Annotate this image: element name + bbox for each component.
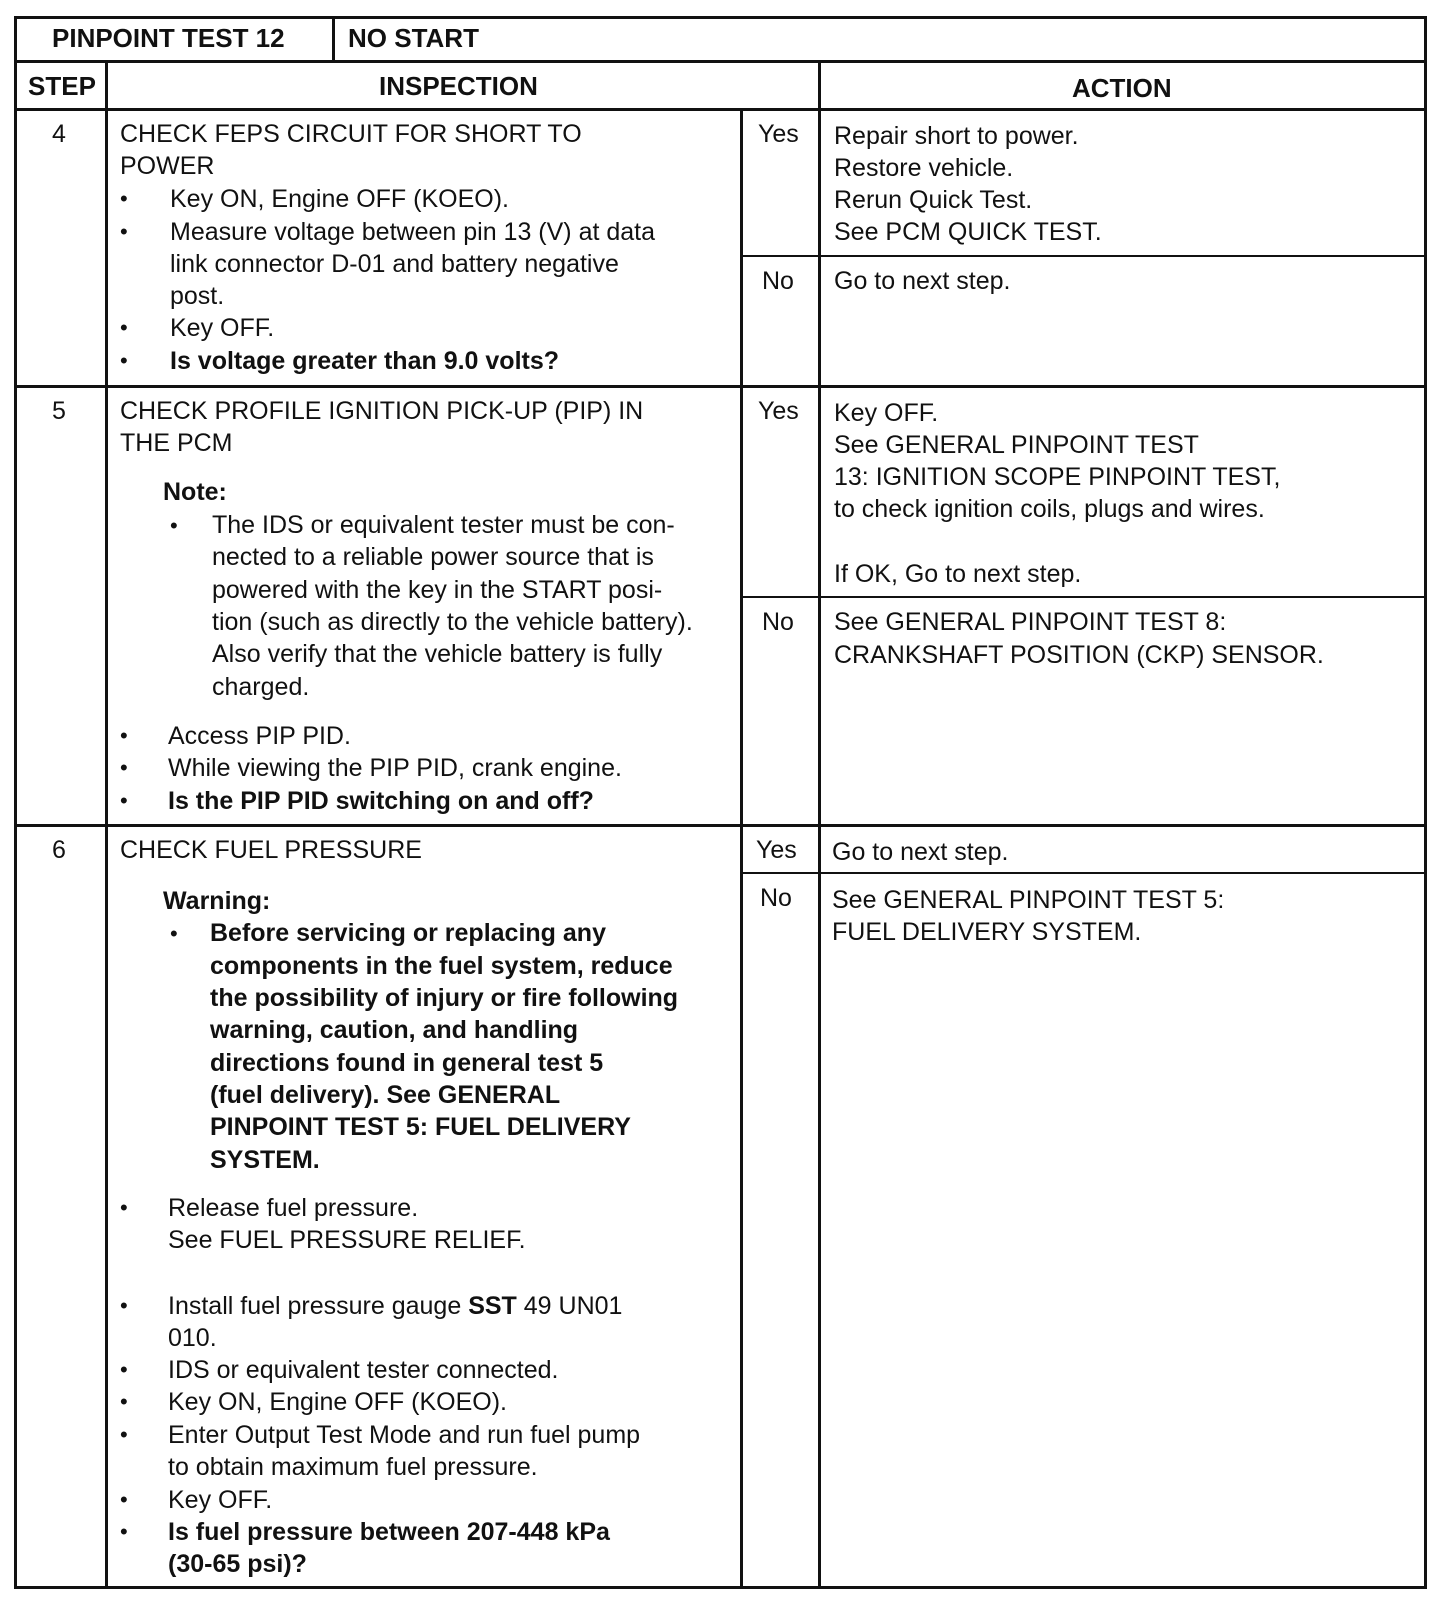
sst-label: SST xyxy=(468,1292,517,1320)
bullet-icon: • xyxy=(120,723,128,748)
bullet-icon: • xyxy=(120,788,128,813)
yes-label: Yes xyxy=(758,120,799,148)
inspection-bullet: Key ON, Engine OFF (KOEO). xyxy=(170,185,509,213)
rule xyxy=(105,60,108,1589)
inspection-bullet: Enter Output Test Mode and run fuel pump xyxy=(168,1421,641,1449)
no-action: See GENERAL PINPOINT TEST 5: xyxy=(832,886,1225,914)
tool-number: 49 UN01 xyxy=(516,1292,623,1320)
warning-text: the possibility of injury or fire following xyxy=(210,984,679,1012)
column-header-inspection: INSPECTION xyxy=(379,71,538,101)
warning-text: (fuel delivery). See GENERAL xyxy=(210,1081,561,1109)
yes-action: 13: IGNITION SCOPE PINPOINT TEST, xyxy=(834,463,1281,491)
rule xyxy=(740,108,743,1589)
rule xyxy=(14,385,1426,388)
note-text: tion (such as directly to the vehicle battery). xyxy=(212,608,693,636)
note-text: powered with the key in the START posi- xyxy=(212,576,663,604)
inspection-bullet: See FUEL PRESSURE RELIEF. xyxy=(168,1226,526,1254)
warning-text: Before servicing or replacing any xyxy=(210,919,606,947)
note-text: Also verify that the vehicle battery is fully xyxy=(212,640,663,668)
bullet-icon: • xyxy=(120,186,128,211)
warning-text: warning, caution, and handling xyxy=(210,1016,579,1044)
step-title: CHECK PROFILE IGNITION PICK-UP (PIP) IN xyxy=(120,397,644,425)
step-title: POWER xyxy=(120,152,215,180)
yes-action: See GENERAL PINPOINT TEST xyxy=(834,431,1199,459)
yes-action: Rerun Quick Test. xyxy=(834,186,1033,214)
bullet-icon: • xyxy=(120,315,128,340)
inspection-bullet: Key OFF. xyxy=(168,1486,273,1514)
bullet-icon: • xyxy=(120,755,128,780)
test-name: NO START xyxy=(348,23,479,53)
inspection-bullet: to obtain maximum fuel pressure. xyxy=(168,1453,538,1481)
inspection-bullet: Access PIP PID. xyxy=(168,722,351,750)
yes-action: See PCM QUICK TEST. xyxy=(834,218,1102,246)
warning-text: directions found in general test 5 xyxy=(210,1049,604,1077)
rule xyxy=(818,60,821,1589)
step-number: 6 xyxy=(52,836,66,864)
inspection-bullet: Measure voltage between pin 13 (V) at data xyxy=(170,218,656,246)
no-action: CRANKSHAFT POSITION (CKP) SENSOR. xyxy=(834,641,1324,669)
bullet-icon: • xyxy=(120,1357,128,1382)
yes-label: Yes xyxy=(758,397,799,425)
note-text: charged. xyxy=(212,673,310,701)
test-label: PINPOINT TEST 12 xyxy=(52,23,285,53)
inspection-bullet: link connector D-01 and battery negative xyxy=(170,250,619,278)
bullet-icon: • xyxy=(120,1422,128,1447)
rule xyxy=(14,1586,1426,1589)
rule xyxy=(740,872,1426,874)
inspection-bullet: Key ON, Engine OFF (KOEO). xyxy=(168,1388,507,1416)
yes-action: If OK, Go to next step. xyxy=(834,560,1082,588)
rule xyxy=(14,16,1426,19)
yes-action: to check ignition coils, plugs and wires. xyxy=(834,495,1265,523)
rule xyxy=(740,255,1426,257)
column-header-step: STEP xyxy=(28,71,96,101)
yes-action: Go to next step. xyxy=(832,838,1009,866)
rule xyxy=(14,16,17,1589)
inspection-question: (30-65 psi)? xyxy=(168,1550,307,1578)
step-number: 5 xyxy=(52,397,66,425)
step-title: CHECK FUEL PRESSURE xyxy=(120,836,422,864)
no-action: Go to next step. xyxy=(834,267,1011,295)
warning-text: components in the fuel system, reduce xyxy=(210,952,673,980)
bullet-icon: • xyxy=(170,513,178,538)
bullet-icon: • xyxy=(120,1389,128,1414)
rule xyxy=(332,16,335,62)
inspection-bullet xyxy=(168,1290,622,1322)
inspection-question: Is fuel pressure between 207-448 kPa xyxy=(168,1518,610,1546)
inspection-question: Is the PIP PID switching on and off? xyxy=(168,787,594,815)
inspection-bullet: IDS or equivalent tester connected. xyxy=(168,1356,559,1384)
bullet-icon: • xyxy=(120,1487,128,1512)
rule xyxy=(1424,16,1427,1589)
yes-action: Repair short to power. xyxy=(834,122,1079,150)
rule xyxy=(14,108,1426,111)
inspection-bullet: post. xyxy=(170,282,225,310)
bullet-icon: • xyxy=(170,921,178,946)
note-label: Note: xyxy=(163,478,227,506)
no-action: See GENERAL PINPOINT TEST 8: xyxy=(834,608,1227,636)
step-title: THE PCM xyxy=(120,429,233,457)
column-header-action: ACTION xyxy=(1072,73,1172,103)
no-action: FUEL DELIVERY SYSTEM. xyxy=(832,918,1142,946)
no-label: No xyxy=(760,884,792,912)
bullet-icon: • xyxy=(120,1519,128,1544)
bullet-icon: • xyxy=(120,348,128,373)
inspection-bullet: While viewing the PIP PID, crank engine. xyxy=(168,754,622,782)
step-title: CHECK FEPS CIRCUIT FOR SHORT TO xyxy=(120,120,582,148)
warning-text: SYSTEM. xyxy=(210,1146,320,1174)
bullet-icon: • xyxy=(120,1293,128,1318)
step-number: 4 xyxy=(52,120,66,148)
rule xyxy=(14,824,1426,827)
yes-action: Key OFF. xyxy=(834,399,939,427)
yes-action: Restore vehicle. xyxy=(834,154,1014,182)
no-label: No xyxy=(762,608,794,636)
rule xyxy=(14,60,1426,63)
inspection-bullet: Release fuel pressure. xyxy=(168,1194,419,1222)
rule xyxy=(740,596,1426,598)
inspection-bullet-text: Install fuel pressure gauge xyxy=(168,1292,469,1320)
inspection-bullet: Key OFF. xyxy=(170,314,275,342)
inspection-bullet: 010. xyxy=(168,1324,217,1352)
inspection-question: Is voltage greater than 9.0 volts? xyxy=(170,347,560,375)
warning-text: PINPOINT TEST 5: FUEL DELIVERY xyxy=(210,1113,631,1141)
yes-label: Yes xyxy=(756,836,797,864)
bullet-icon: • xyxy=(120,219,128,244)
no-label: No xyxy=(762,267,794,295)
note-text: nected to a reliable power source that is xyxy=(212,543,654,571)
note-text: The IDS or equivalent tester must be con- xyxy=(212,511,675,539)
bullet-icon: • xyxy=(120,1195,128,1220)
warning-label: Warning: xyxy=(163,887,271,915)
